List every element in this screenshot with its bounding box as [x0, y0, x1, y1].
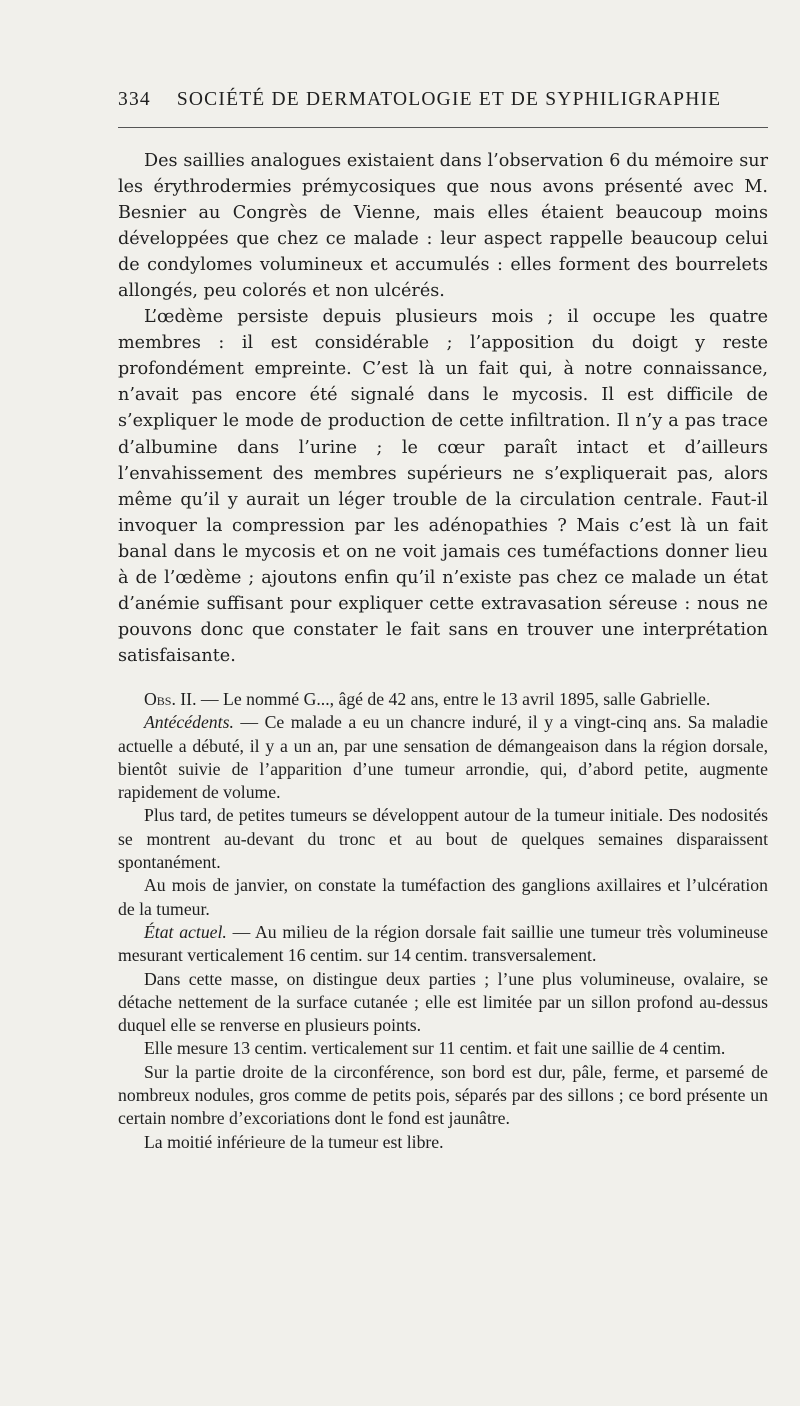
header-rule	[118, 127, 768, 128]
observation-intro	[118, 688, 768, 711]
running-header	[118, 89, 768, 111]
etat-actuel-text: — Au milieu de la région dorsale fait saillie une tumeur très volumineuse mesurant verticalement 16 centim. sur 14 centim. transversalement.	[118, 921, 768, 966]
page-number: 334	[118, 89, 151, 110]
paragraph-mesure: Elle mesure 13 centim. verticalement sur 11 centim. et fait une saillie de 4 centim.	[144, 1038, 726, 1059]
paragraph-masse: Dans cette masse, on distingue deux parties ; l’une plus volumineuse, ovalaire, se détache nettement de la surface cutanée ; elle est limitée par un sillon profond au-dessus duquel elle se renverse en plusieurs points.	[118, 968, 768, 1036]
observation-ii	[118, 688, 768, 1154]
antecedents-paragraph	[118, 711, 768, 804]
antecedents-text: — Ce malade a eu un chancre induré, il y a vingt-cinq ans. Sa maladie actuelle a débuté, il y a un an, par une sensation de démangeaison dans la région dorsale, bientôt suivie de l’apparition d’une tumeur arrondie, qui, d’abord petite, augmente rapidement de volume.	[118, 712, 768, 803]
observation-heading: Obs. II.	[144, 689, 197, 709]
paragraph-plus-tard: Plus tard, de petites tumeurs se développent autour de la tumeur initiale. Des nodosités se montrent au-devant du tronc et au bout de quelques semaines disparaissent spontanément.	[118, 805, 768, 873]
paragraph-oedeme: L’œdème persiste depuis plusieurs mois ; il occupe les quatre membres : il est considérable ; l’apposition du doigt y reste profondément empreinte. C’est là un fait qui, à notre connaissance, n’avait pas encore été signalé dans le mycosis. Il est difficile de s’expliquer le mode de production de cette infiltration. Il n’y a pas trace d’albumine dans l’urine ; le cœur paraît intact et d’ailleurs l’envahissement des membres supérieurs ne s’expliquerait pas, alors même qu’il y aurait un léger trouble de la circulation centrale. Faut-il invoquer la compression par les adénopathies ? Mais c’est là un fait banal dans le mycosis et on ne voit jamais ces tuméfactions donner lieu à de l’œdème ; ajoutons enfin qu’il n’existe pas chez ce malade un état d’anémie suffisant pour expliquer cette extravasation séreuse : nous ne pouvons donc que constater le fait sans en trouver une interprétation satisfaisante.	[118, 307, 768, 666]
antecedents-label: Antécédents.	[144, 712, 234, 733]
etat-actuel-label: État actuel.	[144, 921, 227, 942]
paragraph-moitie: La moitié inférieure de la tumeur est libre.	[144, 1131, 444, 1152]
main-text	[118, 148, 768, 669]
running-title: SOCIÉTÉ DE DERMATOLOGIE ET DE SYPHILIGRAPHIE	[176, 89, 722, 110]
paragraph-bord: Sur la partie droite de la circonférence, son bord est dur, pâle, ferme, et parsemé de nombreux nodules, gros comme de petits pois, séparés par des sillons ; ce bord présente un certain nombre d’excoriations dont le fond est jaunâtre.	[118, 1061, 768, 1129]
paragraph-saillies: Des saillies analogues existaient dans l’observation 6 du mémoire sur les érythrodermies prémycosiques que nous avons présenté avec M. Besnier au Congrès de Vienne, mais elles étaient beaucoup moins développées que chez ce malade : leur aspect rappelle beaucoup celui de condylomes volumineux et accumulés : elles forment des bourrelets allongés, peu colorés et non ulcérés.	[118, 151, 768, 302]
paragraph-janvier: Au mois de janvier, on constate la tuméfaction des ganglions axillaires et l’ulcération de la tumeur.	[118, 875, 768, 919]
observation-intro-text: — Le nommé G..., âgé de 42 ans, entre le 13 avril 1895, salle Gabrielle.	[196, 689, 711, 709]
etat-actuel-paragraph	[118, 921, 768, 968]
